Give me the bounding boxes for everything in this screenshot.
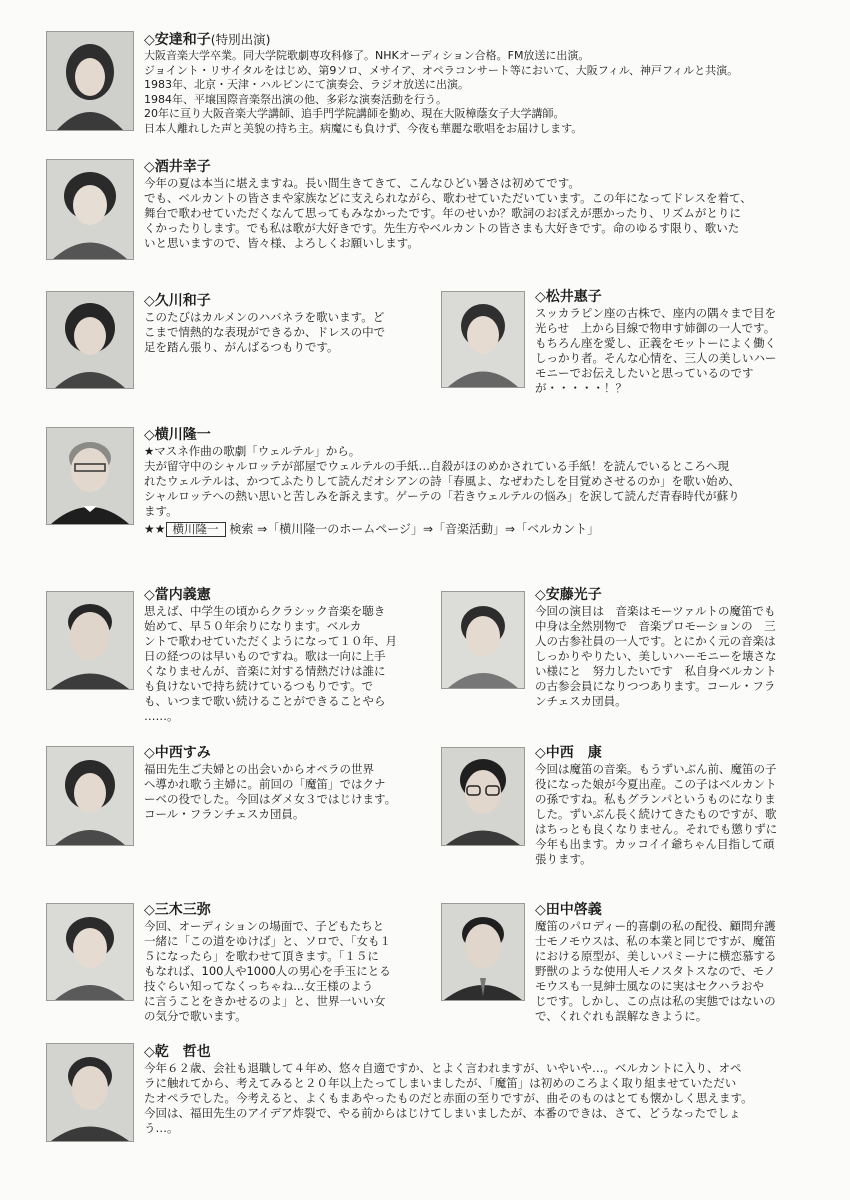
performer-name: ◇安藤光子 <box>535 587 602 603</box>
portrait-photo <box>441 591 525 689</box>
bio-line: このたびはカルメンのハバネラを歌います。ど <box>144 310 385 324</box>
bio-line: 今回は魔笛の音楽。もうずいぶん前、魔笛の子 <box>535 762 777 776</box>
bio-line: ５になったら」を歌わせて頂きます。「１５に <box>144 949 379 963</box>
bio-line: 魔笛のパロディー的喜劇の私の配役、顧問弁護 <box>535 919 776 933</box>
bio-line: 思えば、中学生の頃からクラシック音楽を聴き <box>144 604 386 618</box>
bio-line: う…。 <box>144 1121 179 1135</box>
bio-line: いと思いますので、皆々様、よろしくお願いします。 <box>144 236 419 250</box>
bio-line: くなりませんが、音楽に対する情熱だけは誰に <box>144 664 386 678</box>
bio-line: 夫が留守中のシャルロッテが部屋でウェルテルの手紙…自殺がほのめかされている手紙！を読んでいるところへ現 <box>144 459 729 473</box>
portrait-photo <box>441 291 525 388</box>
bio-line: モニーでお伝えしたいと思っているのですが・・・・・！？ <box>535 366 754 395</box>
bio-line: 日の経つのは早いものですね。歌は一向に上手 <box>144 649 386 663</box>
bio-line: しっかり者。そんな心情を、三人の美しいハー <box>535 351 777 365</box>
bio-line: の古参会員になりつつあります。コール・フラ <box>535 679 776 693</box>
bio-line: ンチェスカ団員。 <box>535 694 627 708</box>
bio-line: 1984年、平壌国際音楽祭出演の他、多彩な演奏活動を行う。 <box>144 92 447 106</box>
bio-line: も負けないで持ち続けているつもりです。で <box>144 679 373 693</box>
bio-line: 今回は、福田先生のアイデア炸裂で、やる前からはじけてしまいましたが、本番のできは、さて、どうなったでしょ <box>144 1106 741 1120</box>
bio-line: でも、ベルカントの皆さまや家族などに支えられながら、歌わせていただいています。この年になってドレスを着て、 <box>144 191 752 205</box>
bio-line: ラに触れてから、考えてみると２０年以上たってしまいましたが、「魔笛」は初めのころよく取り組ませていただい <box>144 1076 737 1090</box>
portrait-photo <box>46 591 134 690</box>
bio-line: しっかりやりたい、美しいハーモニーを壊さな <box>535 649 777 663</box>
bio-line: に言うことをきかせるのよ」と、世界一いい女 <box>144 994 386 1008</box>
bio-line: へ導かれ歌う主婦に。前回の「魔笛」ではクナ <box>144 777 386 791</box>
bio-line: 人の古参社員の一人です。とにかく元の音楽は <box>535 634 776 648</box>
bio-line: 張ります。 <box>535 852 592 866</box>
bio-line: こまで情熱的な表現ができるか、ドレスの中で <box>144 325 386 339</box>
bio-line: の孫ですね。私もグランパというものになりま <box>535 792 776 806</box>
search-keyword-box: 横川隆一 <box>166 522 226 537</box>
bio-line: コール・フランチェスカ団員。 <box>144 807 305 821</box>
bio-line: もなれば、100人や1000人の男心を手玉にとる <box>144 964 391 978</box>
bio-line: ーベの役でした。今回はダメ女３ではじけます。 <box>144 792 397 806</box>
bio-line: ……。 <box>144 709 179 723</box>
bio-line: 舞台で歌わせていただくなんて思ってもみなかったです。年のせいか？歌詞のおぼえが悪かったり、リズムがとりに <box>144 206 741 220</box>
bio-line: 大阪音楽大学卒業。同大学院歌劇専攻科修了。NHKオーディション合格。FM放送に出演。 <box>144 49 590 62</box>
bio-line: 今年も出ます。カッコイイ爺ちゃん目指して頑 <box>535 837 775 851</box>
bio-line: における原型が、美しいパミーナに横恋慕する <box>535 949 777 963</box>
bio-line: 今回、オーディションの場面で、子どもたちと <box>144 919 385 933</box>
bio-line: ジョイント・リサイタルをはじめ、第9ソロ、メサイア、オペラコンサート等において、大阪フィル、神戸フィルと共演。 <box>144 63 739 77</box>
portrait-photo <box>46 746 134 846</box>
bio-line: 今年の夏は本当に堪えますね。長い間生きてきて、こんなひどい暑さは初めてです。 <box>144 176 580 190</box>
bio-line: 中身は全然別物で 音楽プロモーションの 三 <box>535 619 776 633</box>
search-guide <box>144 521 740 538</box>
bio-line: れたウェルテルは、かつてふたりして読んだオシアンの詩「春風よ、なぜわたしを目覚めさせるのか」を歌い始め、 <box>144 474 741 488</box>
special-appearance-tag: (特別出演) <box>210 32 271 47</box>
portrait-photo <box>46 903 134 1001</box>
performer-name: ◇安達和子 <box>144 32 211 48</box>
bio-line: 役になった娘が今夏出産。この子はベルカント <box>535 777 777 791</box>
bio-line: はちっとも良くなりません。それでも懲りずに <box>535 822 778 836</box>
performer-name: ◇松井惠子 <box>535 289 602 305</box>
bio-line: 始めて、早５０年余りになります。ベルカ <box>144 619 362 633</box>
bio-line: 一緒に「この道をゆけば」と、ソロで、「女も１ <box>144 934 392 948</box>
bio-line: たオペラでした。今考えると、よくもまあやったものだと赤面の至りですが、曲そのものはとても懐かしく思えます。 <box>144 1091 753 1105</box>
bio-line: シャルロッテへの熱い思いと苦しみを訴えます。ゲーテの「若きウェルテルの悩み」を涙して読んだ青春時代が蘇り <box>144 489 740 503</box>
portrait-photo <box>441 747 525 846</box>
bio-line: 20年に亘り大阪音楽大学講師、追手門学院講師を勤め、現在大阪樟蔭女子大学講師。 <box>144 107 565 121</box>
performer-name: ◇中西 康 <box>535 745 602 761</box>
portrait-photo <box>46 159 134 260</box>
bio-line: 野獣のような使用人モノスタトスなので、モノ <box>535 964 776 978</box>
bio-line: もちろん座を愛し、正義をモットーによく働く <box>535 336 777 350</box>
portrait-photo <box>46 427 134 525</box>
bio-line: 足を踏ん張り、がんばるつもりです。 <box>144 340 339 354</box>
bio-line: くかったりします。でも私は歌が大好きです。先生方やベルカントの皆さまも大好きです。命のゆるす限り、歌いた <box>144 221 740 235</box>
bio-line: ます。 <box>144 504 178 518</box>
performer-name: ◇中西すみ <box>144 745 211 761</box>
bio-line: 1983年、北京・天津・ハルビンにて演奏会、ラジオ放送に出演。 <box>144 78 469 92</box>
portrait-photo <box>46 31 134 131</box>
portrait-photo <box>46 1043 134 1142</box>
bio-line: ★マスネ作曲の歌劇「ウェルテル」から。 <box>144 444 361 458</box>
portrait-photo <box>441 903 525 1001</box>
bio-line: 士モノモウスは、私の本業と同じですが、魔笛 <box>535 934 776 948</box>
bio-line: 今年６２歳、会社も退職して４年め、悠々自適ですか、とよく言われますが、いやいや…。ベルカントに入り、オペ <box>144 1061 742 1075</box>
bio-line: 今回の演目は 音楽はモーツァルトの魔笛でも <box>535 604 776 618</box>
performer-name: ◇久川和子 <box>144 293 211 309</box>
performer-name: ◇當内義憲 <box>144 587 211 603</box>
bio-line: 技ぐらい知ってなくっちゃね...女王様のよう <box>144 979 374 993</box>
performer-name: ◇酒井幸子 <box>144 159 211 175</box>
bio-line: した。ずいぶん長く続けてきたものですが、歌 <box>535 807 777 821</box>
search-path: 検索 ⇒「横川隆一のホームページ」⇒「音楽活動」⇒「ベルカント」 <box>225 522 600 536</box>
performer-name: ◇乾 哲也 <box>144 1044 211 1060</box>
performer-name: ◇三木三弥 <box>144 902 211 918</box>
bio-line: 日本人離れした声と美貌の持ち主。病魔にも負けず、今夜も華麗な歌唱をお届けします。 <box>144 121 583 135</box>
bio-line: の気分で歌います。 <box>144 1009 247 1023</box>
bio-line: 光らせ 上から目線で物申す姉御の一人です。 <box>535 321 776 335</box>
performer-name: ◇横川隆一 <box>144 427 211 443</box>
bio-line: 福田先生ご夫婦との出会いからオペラの世界 <box>144 762 374 776</box>
star-marks: ★★ <box>144 522 166 536</box>
bio-line: い様にと 努力したいです 私自身ベルカント <box>535 664 777 678</box>
bio-line: スッカラピン座の古株で、座内の隅々まで目を <box>535 306 777 320</box>
bio-line: で、くれぐれも誤解なきように。 <box>535 1009 708 1023</box>
performer-name: ◇田中啓義 <box>535 902 602 918</box>
bio-line: も、いつまで歌い続けることができることやら <box>144 694 386 708</box>
bio-line: ントで歌わせていただくようになって１０年、月 <box>144 634 397 648</box>
bio-line: モウスも一見紳士風なのに実はセクハラおや <box>535 979 764 993</box>
bio-line: じです。しかし、この点は私の実態ではないの <box>535 994 776 1008</box>
portrait-photo <box>46 291 134 389</box>
